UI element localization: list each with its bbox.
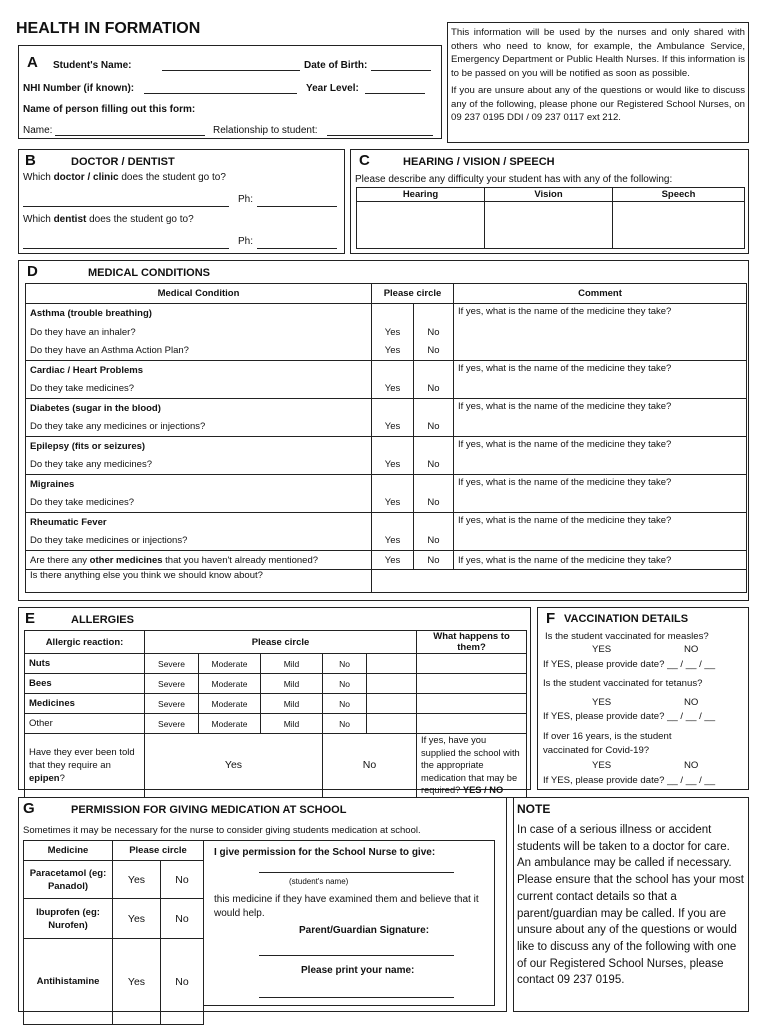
med-no-option[interactable]: No [161, 899, 204, 939]
section-c-title: HEARING / VISION / SPEECH [403, 156, 555, 168]
section-c-letter: C [359, 152, 370, 169]
section-a [18, 45, 442, 139]
section-f-title: VACCINATION DETAILS [564, 613, 689, 625]
no-option[interactable]: No [414, 380, 454, 399]
comment-cell[interactable]: If yes, what is the name of the medicine they take? [454, 399, 747, 437]
relationship-label: Relationship to student: [213, 125, 318, 136]
yes-option[interactable]: Yes [372, 532, 414, 551]
note-box [513, 797, 749, 1012]
circle-cell [414, 513, 454, 532]
severity-option[interactable]: Severe [145, 654, 199, 674]
yes-option[interactable]: Yes [372, 551, 414, 570]
condition-name: Asthma (trouble breathing) [26, 304, 372, 323]
comment-cell[interactable]: If yes, what is the name of the medicine they take? [454, 513, 747, 551]
allergy-item: Bees [25, 674, 145, 694]
severity-option[interactable]: Moderate [199, 714, 261, 734]
allergy-blank-cell [367, 714, 417, 734]
nhi-label: NHI Number (if known): [23, 83, 135, 94]
allergy-blank-cell [367, 674, 417, 694]
doctor-q-post: does the student go to? [118, 172, 226, 183]
condition-header: Medical Condition [26, 284, 372, 304]
other-pre: Are there any [30, 554, 90, 566]
condition-name: Epilepsy (fits or seizures) [26, 437, 372, 456]
circle-cell [372, 399, 414, 418]
severity-option[interactable]: No [323, 714, 367, 734]
measles-no[interactable]: NO [684, 644, 699, 655]
filler-name-field[interactable] [55, 126, 205, 136]
other-medicines-question [26, 551, 372, 570]
section-a-letter: A [27, 54, 38, 71]
covid-no[interactable]: NO [684, 760, 699, 771]
filler-label: Name of person filling out this form: [23, 104, 196, 115]
hearing-cell[interactable] [357, 202, 485, 249]
severity-option[interactable]: Moderate [199, 654, 261, 674]
condition-question: Do they have an Asthma Action Plan? [26, 342, 372, 361]
severity-option[interactable]: No [323, 674, 367, 694]
yes-option[interactable]: Yes [372, 342, 414, 361]
allergy-item: Medicines [25, 694, 145, 714]
circle-cell [372, 437, 414, 456]
circle-cell [372, 513, 414, 532]
severity-option[interactable]: Severe [145, 674, 199, 694]
dentist-ph-label: Ph: [238, 236, 254, 247]
covid-date[interactable]: If YES, please provide date? __ / __ / __ [543, 775, 716, 786]
severity-option[interactable]: Severe [145, 694, 199, 714]
measles-yes[interactable]: YES [592, 644, 612, 655]
year-level-label: Year Level: [306, 83, 359, 94]
circle-header: Please circle [372, 284, 454, 304]
condition-question: Do they take medicines or injections? [26, 532, 372, 551]
dentist-q-bold: dentist [53, 214, 87, 225]
anything-else-field[interactable] [372, 570, 747, 593]
severity-option[interactable]: Mild [261, 674, 323, 694]
supplied-text: If yes, have you supplied the school with the appropriate medication that may be required? [421, 735, 520, 795]
tetanus-yes[interactable]: YES [592, 697, 612, 708]
covid-yes[interactable]: YES [592, 760, 612, 771]
examined-text: this medicine if they have examined them and believe that it would help. [214, 894, 479, 919]
other-bold: other medicines [89, 554, 163, 566]
anything-else-question: Is there anything else you think we should know about? [26, 570, 372, 593]
severity-option[interactable]: No [323, 654, 367, 674]
no-option[interactable]: No [414, 494, 454, 513]
tetanus-no[interactable]: NO [684, 697, 699, 708]
print-name-field[interactable] [259, 988, 454, 998]
epipen-bold: epipen [29, 772, 60, 784]
covid-q: If over 16 years, is the student vaccinated for Covid-19? [543, 731, 672, 756]
info-box [447, 22, 749, 143]
dob-label: Date of Birth: [304, 60, 368, 71]
medicine-name: Ibuprofen (eg: Nurofen) [24, 899, 113, 939]
no-option[interactable]: No [414, 456, 454, 475]
hvs-table [356, 187, 745, 249]
med-circle-header: Please circle [113, 841, 204, 861]
dentist-q-pre: Which [23, 214, 54, 225]
vision-cell[interactable] [485, 202, 613, 249]
supplied-cell [417, 734, 527, 798]
hearing-header: Hearing [357, 188, 485, 202]
what-happens-cell[interactable] [417, 694, 527, 714]
section-b [18, 149, 345, 254]
epipen-pre: Have they ever been told that they require an [29, 746, 135, 771]
med-no-option[interactable]: No [161, 861, 204, 899]
circle-cell [372, 361, 414, 380]
section-b-title: DOCTOR / DENTIST [71, 156, 175, 168]
doctor-field[interactable] [23, 197, 229, 207]
section-c-desc: Please describe any difficulty your student has with any of the following: [355, 174, 673, 185]
supplied-yes-no[interactable]: YES / NO [462, 785, 504, 795]
condition-question: Do they take any medicines? [26, 456, 372, 475]
student-name-label: Student's Name: [53, 60, 132, 71]
section-g-desc: Sometimes it may be necessary for the nurse to consider giving students medication at school. [23, 825, 421, 836]
tetanus-q: Is the student vaccinated for tetanus? [543, 678, 703, 689]
section-d-letter: D [27, 263, 38, 280]
section-d [18, 260, 749, 601]
student-name-caption: (student's name) [289, 877, 349, 886]
reaction-header: Allergic reaction: [25, 631, 145, 654]
section-e-letter: E [25, 610, 36, 627]
allergy-item: Other [25, 714, 145, 734]
epipen-post: ? [59, 772, 65, 784]
section-g-title: PERMISSION FOR GIVING MEDICATION AT SCHOOL [71, 804, 347, 816]
severity-option[interactable]: Severe [145, 714, 199, 734]
section-g [18, 797, 507, 1012]
print-name-label: Please print your name: [301, 965, 415, 976]
dentist-ph-field[interactable] [257, 239, 337, 249]
section-e-title: ALLERGIES [71, 614, 134, 626]
medicine-table [23, 840, 204, 1025]
what-happens-cell[interactable] [417, 654, 527, 674]
measles-date[interactable]: If YES, please provide date? __ / __ / __ [543, 659, 716, 670]
no-option[interactable]: No [414, 342, 454, 361]
section-c [350, 149, 749, 254]
circle-cell [414, 361, 454, 380]
comment-cell[interactable]: If yes, what is the name of the medicine they take? [454, 475, 747, 513]
info-paragraph-2: If you are unsure about any of the questions or would like to discuss any of the following, please phone our Registered School Nurses, on 09 237 0195 DDI / 09 237 0117 ext 212. [451, 85, 745, 123]
allergy-table [24, 630, 527, 798]
dob-field[interactable] [371, 61, 431, 71]
info-paragraph-1: This information will be used by the nurses and only shared with others who need to know, for example, the Ambulance Service, Emergency Department or Public Health Nurses. If this information is to be passed on you will be notified as soon as possible. [451, 27, 745, 79]
comment-cell[interactable]: If yes, what is the name of the medicine they take? [454, 551, 747, 570]
no-option[interactable]: No [414, 323, 454, 342]
speech-cell[interactable] [613, 202, 745, 249]
condition-name: Migraines [26, 475, 372, 494]
med-yes-option[interactable]: Yes [113, 861, 161, 899]
section-d-title: MEDICAL CONDITIONS [88, 267, 211, 279]
section-b-letter: B [25, 152, 36, 169]
speech-header: Speech [613, 188, 745, 202]
no-option[interactable]: No [414, 532, 454, 551]
condition-question: Do they take medicines? [26, 380, 372, 399]
student-name-field[interactable] [162, 61, 300, 71]
yes-option[interactable]: Yes [372, 456, 414, 475]
page-title: HEALTH IN FORMATION [16, 20, 201, 37]
severity-option[interactable]: Moderate [199, 694, 261, 714]
condition-question: Do they take medicines? [26, 494, 372, 513]
what-happens-header: What happens to them? [417, 631, 527, 654]
comment-cell[interactable]: If yes, what is the name of the medicine they take? [454, 361, 747, 399]
allergy-circle-header: Please circle [145, 631, 417, 654]
epipen-yes[interactable]: Yes [145, 734, 323, 798]
circle-cell [414, 304, 454, 323]
permission-text: I give permission for the School Nurse to give: [214, 847, 436, 858]
yes-option[interactable]: Yes [372, 323, 414, 342]
section-f [537, 607, 749, 790]
note-title: NOTE [517, 802, 551, 816]
no-option[interactable]: No [414, 551, 454, 570]
medicine-name: Paracetamol (eg: Panadol) [24, 861, 113, 899]
medicine-name: Antihistamine [24, 939, 113, 1025]
circle-cell [372, 475, 414, 494]
what-happens-cell[interactable] [417, 714, 527, 734]
yes-option[interactable]: Yes [372, 418, 414, 437]
circle-cell [414, 475, 454, 494]
permission-box [204, 840, 495, 1006]
what-happens-cell[interactable] [417, 674, 527, 694]
circle-cell [372, 304, 414, 323]
yes-option[interactable]: Yes [372, 494, 414, 513]
severity-option[interactable]: Mild [261, 694, 323, 714]
dentist-field[interactable] [23, 239, 229, 249]
epipen-no[interactable]: No [323, 734, 417, 798]
relationship-field[interactable] [327, 126, 433, 136]
name-label: Name: [23, 125, 53, 136]
measles-q: Is the student vaccinated for measles? [545, 631, 709, 642]
comment-header: Comment [454, 284, 747, 304]
tetanus-date[interactable]: If YES, please provide date? __ / __ / __ [543, 711, 716, 722]
section-e [18, 607, 531, 795]
allergy-blank-cell [367, 654, 417, 674]
other-post: that you haven't already mentioned? [162, 554, 319, 566]
med-no-option[interactable]: No [161, 939, 204, 1025]
condition-name: Diabetes (sugar in the blood) [26, 399, 372, 418]
medicine-header: Medicine [24, 841, 113, 861]
signature-label: Parent/Guardian Signature: [299, 925, 430, 936]
med-yes-option[interactable]: Yes [113, 939, 161, 1025]
doctor-ph-field[interactable] [257, 197, 337, 207]
doctor-ph-label: Ph: [238, 194, 254, 205]
doctor-q-bold: doctor / clinic [53, 172, 119, 183]
med-yes-option[interactable]: Yes [113, 899, 161, 939]
nhi-field[interactable] [144, 84, 297, 94]
circle-cell [414, 437, 454, 456]
severity-option[interactable]: Moderate [199, 674, 261, 694]
student-name-permission-field[interactable] [259, 863, 454, 873]
year-level-field[interactable] [365, 84, 425, 94]
epipen-question [25, 734, 145, 798]
condition-name: Rheumatic Fever [26, 513, 372, 532]
no-option[interactable]: No [414, 418, 454, 437]
vision-header: Vision [485, 188, 613, 202]
signature-field[interactable] [259, 946, 454, 956]
severity-option[interactable]: No [323, 694, 367, 714]
medical-table [25, 283, 747, 593]
doctor-q-pre: Which [23, 172, 54, 183]
allergy-item: Nuts [25, 654, 145, 674]
circle-cell [414, 399, 454, 418]
comment-cell[interactable]: If yes, what is the name of the medicine they take? [454, 437, 747, 475]
yes-option[interactable]: Yes [372, 380, 414, 399]
section-g-letter: G [23, 800, 35, 817]
note-text: In case of a serious illness or accident students will be taken to a doctor for care. An ambulance may be called if necessary. Please ensure that the school has your most current contact details so that a parent/guardian may be called. If you are unsure about any of the questions or would like to discuss any of the following with one of our Registered School Nurses, please contact 09 237 0195. [517, 824, 744, 987]
allergy-blank-cell [367, 694, 417, 714]
comment-cell[interactable]: If yes, what is the name of the medicine they take? [454, 304, 747, 361]
condition-question: Do they have an inhaler? [26, 323, 372, 342]
section-f-letter: F [546, 610, 556, 627]
condition-name: Cardiac / Heart Problems [26, 361, 372, 380]
severity-option[interactable]: Mild [261, 654, 323, 674]
condition-question: Do they take any medicines or injections? [26, 418, 372, 437]
dentist-q-post: does the student go to? [86, 214, 194, 225]
severity-option[interactable]: Mild [261, 714, 323, 734]
